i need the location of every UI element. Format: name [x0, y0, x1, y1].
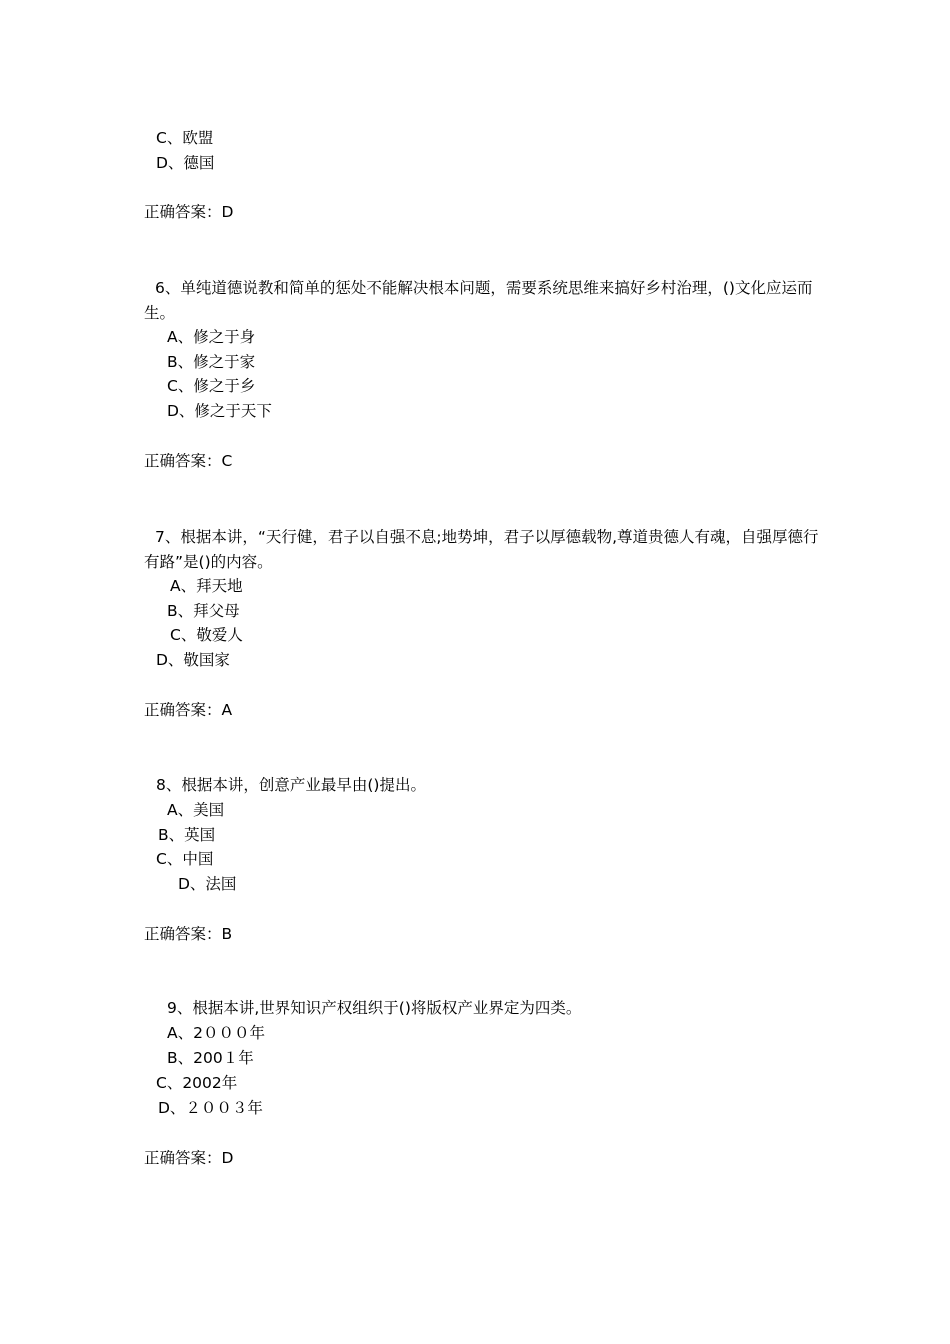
correct-answer: 正确答案：A — [144, 701, 233, 719]
option-d: D、修之于天下 — [167, 402, 272, 420]
option-b: B、英国 — [158, 826, 216, 844]
option-c: C、中国 — [156, 850, 214, 868]
question-stem: 7、根据本讲，“天行健，君子以自强不息;地势坤，君子以厚德载物,尊道贵德人有魂，自强厚德行有路”是()的内容。 — [144, 528, 819, 571]
option-a: A、修之于身 — [167, 328, 256, 346]
question-stem: 8、根据本讲，创意产业最早由()提出。 — [156, 776, 426, 794]
option-c: C、修之于乡 — [167, 377, 256, 395]
option-a: A、2０００年 — [167, 1024, 265, 1042]
correct-answer: 正确答案：B — [144, 925, 233, 943]
option-a: A、美国 — [167, 801, 225, 819]
option-b: B、修之于家 — [167, 353, 256, 371]
question-stem: 9、根据本讲,世界知识产权组织于()将版权产业界定为四类。 — [167, 999, 582, 1017]
question-stem: 6、单纯道德说教和简单的惩处不能解决根本问题，需要系统思维来搞好乡村治理，()文化应运而生。 — [144, 279, 813, 322]
option-d: D、２００３年 — [158, 1099, 263, 1117]
option-b: B、拜父母 — [167, 602, 240, 620]
option-c: C、欧盟 — [156, 129, 214, 147]
option-d: D、敬国家 — [156, 651, 230, 669]
option-b: B、200１年 — [167, 1049, 254, 1067]
correct-answer: 正确答案：D — [144, 1149, 234, 1167]
option-d: D、德国 — [156, 154, 215, 172]
option-c: C、敬爱人 — [170, 626, 243, 644]
correct-answer: 正确答案：C — [144, 452, 233, 470]
option-d: D、法国 — [178, 875, 237, 893]
option-c: C、2002年 — [156, 1074, 238, 1092]
option-a: A、拜天地 — [170, 577, 243, 595]
correct-answer: 正确答案：D — [144, 203, 234, 221]
